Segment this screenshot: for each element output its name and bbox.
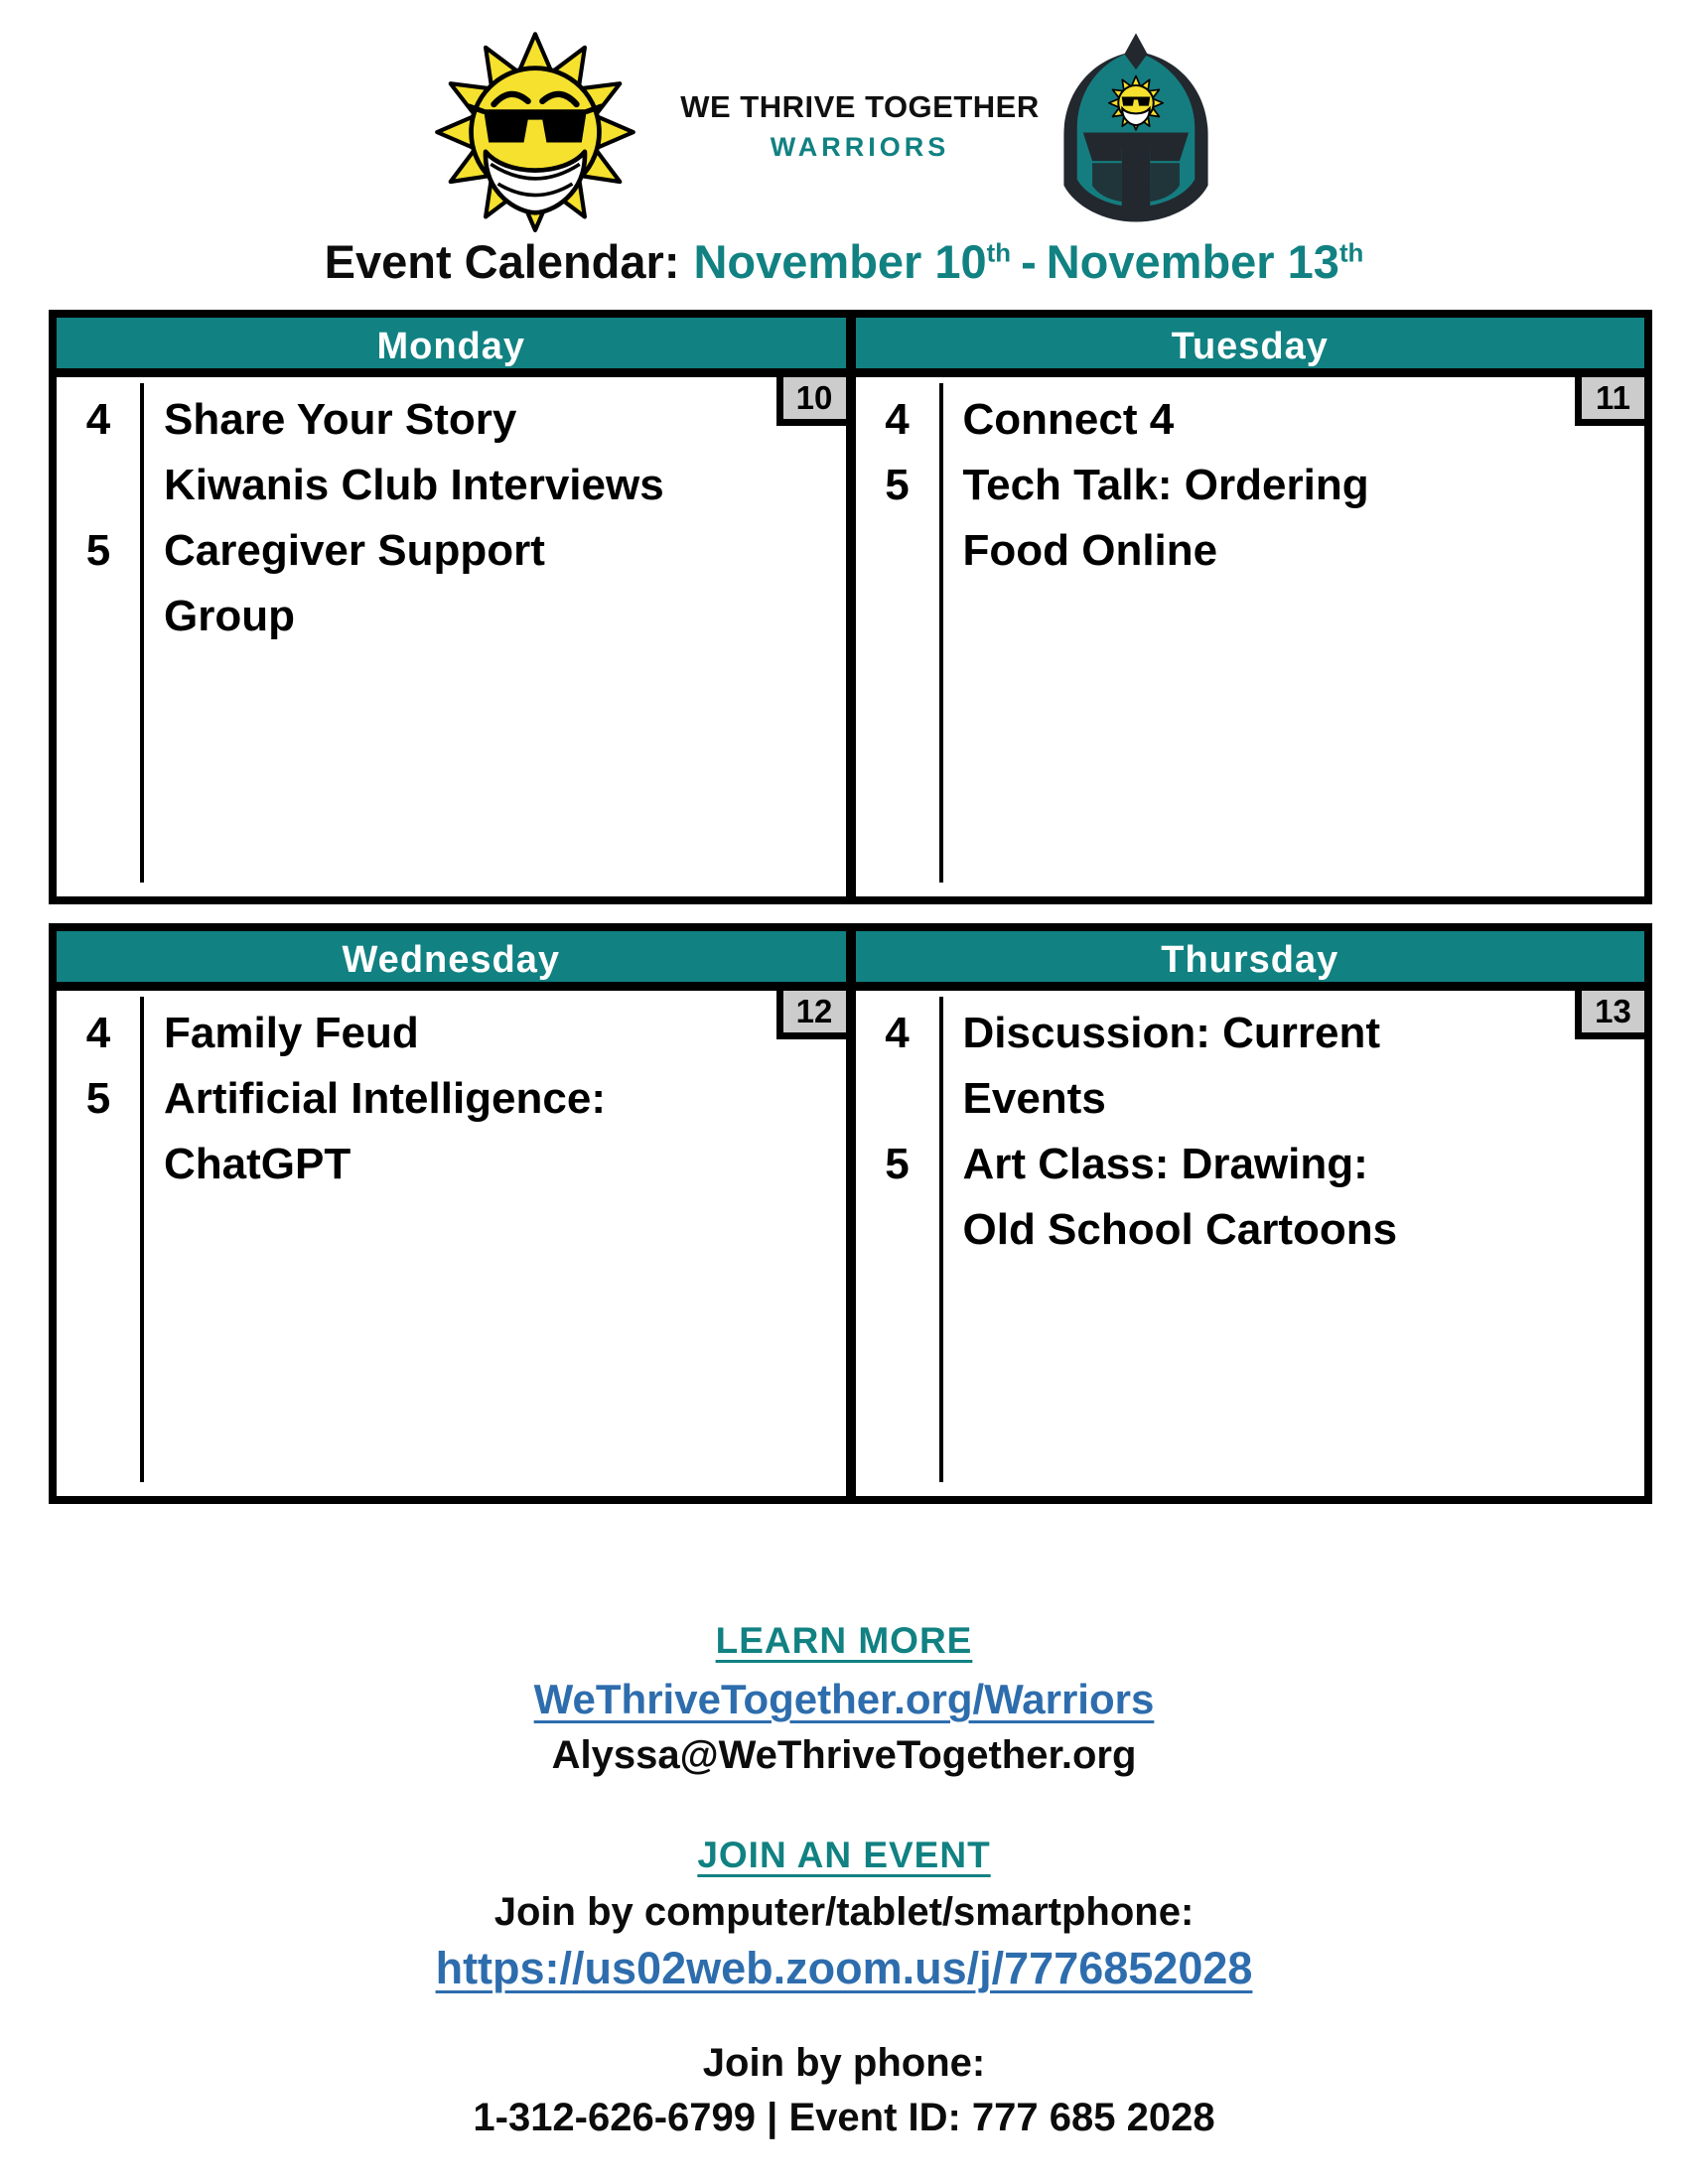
day-body-monday <box>57 377 846 896</box>
day-cell-wednesday <box>57 931 846 1496</box>
time-divider-rule <box>140 997 144 1482</box>
event-text-line: Food Online <box>962 526 1218 575</box>
contact-email: Alyssa@WeThriveTogether.org <box>551 1733 1137 1777</box>
event-row <box>57 518 846 649</box>
join-event-section <box>0 1835 1688 1994</box>
event-row <box>856 1132 1645 1263</box>
events-list <box>57 377 846 649</box>
join-by-phone-label: Join by phone: <box>702 2041 986 2085</box>
event-row <box>856 453 1645 584</box>
event-text-line: Events <box>962 1074 1106 1123</box>
event-text-line: Group <box>164 592 295 640</box>
event-time: 4 <box>885 1009 910 1057</box>
event-title <box>963 453 1369 584</box>
calendar-row <box>49 310 1652 904</box>
events-list <box>57 991 846 1197</box>
day-header-monday: Monday <box>57 318 846 377</box>
date-badge: 11 <box>1575 377 1644 426</box>
calendar-row <box>49 923 1652 1504</box>
zoom-meeting-link[interactable]: https://us02web.zoom.us/j/7776852028 <box>435 1943 1253 1993</box>
day-body-wednesday <box>57 991 846 1496</box>
event-text-line: Caregiver Support <box>164 526 545 575</box>
day-header-tuesday: Tuesday <box>856 318 1645 377</box>
events-list <box>856 991 1645 1263</box>
learn-more-heading: LEARN MORE <box>715 1620 973 1661</box>
page-title <box>0 234 1688 289</box>
event-row <box>856 387 1645 453</box>
phone-and-event-id: 1-312-626-6799 | Event ID: 777 685 2028 <box>473 2096 1215 2139</box>
event-title <box>164 1001 419 1066</box>
event-text-line: ChatGPT <box>164 1140 352 1188</box>
time-divider-rule <box>140 383 144 883</box>
event-time: 4 <box>85 395 111 444</box>
date-badge: 13 <box>1575 991 1644 1039</box>
event-title <box>963 1001 1381 1132</box>
warriors-page-link[interactable]: WeThriveTogether.org/Warriors <box>533 1676 1155 1722</box>
event-text-line: Old School Cartoons <box>962 1205 1398 1254</box>
event-title <box>963 387 1175 453</box>
day-header-wednesday: Wednesday <box>57 931 846 991</box>
event-text-line: Artificial Intelligence: <box>164 1074 606 1123</box>
event-time: 5 <box>885 1140 910 1188</box>
day-cell-thursday <box>856 931 1645 1496</box>
day-cell-monday <box>57 318 846 896</box>
day-cell-tuesday <box>856 318 1645 896</box>
time-divider-rule <box>939 383 943 883</box>
event-text-line: Art Class: Drawing: <box>962 1140 1368 1188</box>
brand-text <box>643 89 1076 163</box>
sun-logo-icon <box>422 26 648 232</box>
join-event-heading: JOIN AN EVENT <box>697 1835 991 1875</box>
brand-subname: WARRIORS <box>770 132 950 162</box>
event-time: 5 <box>85 526 111 575</box>
brand-name: WE THRIVE TOGETHER <box>680 89 1040 124</box>
event-time: 5 <box>885 461 910 509</box>
day-header-thursday: Thursday <box>856 931 1645 991</box>
event-row <box>57 1066 846 1197</box>
event-time: 4 <box>885 395 910 444</box>
join-phone-section <box>0 2041 1688 2140</box>
events-list <box>856 377 1645 584</box>
day-body-tuesday <box>856 377 1645 896</box>
event-time: 5 <box>85 1074 111 1123</box>
title-prefix: Event Calendar: <box>324 235 680 288</box>
date-badge: 12 <box>776 991 846 1039</box>
day-body-thursday <box>856 991 1645 1496</box>
event-title <box>164 518 545 649</box>
event-text-line: Connect 4 <box>962 395 1175 444</box>
event-row <box>856 1001 1645 1132</box>
title-date-range: November 10th - November 13th <box>693 235 1364 288</box>
time-divider-rule <box>939 997 943 1482</box>
event-title <box>164 1066 606 1197</box>
event-row <box>57 1001 846 1066</box>
join-by-computer-label: Join by computer/tablet/smartphone: <box>493 1890 1195 1934</box>
event-row <box>57 387 846 518</box>
event-title <box>164 387 664 518</box>
event-text-line: Discussion: Current <box>962 1009 1381 1057</box>
event-calendar-grid <box>49 310 1652 1523</box>
event-text-line: Kiwanis Club Interviews <box>164 461 664 509</box>
event-text-line: Family Feud <box>164 1009 419 1057</box>
learn-more-section <box>0 1620 1688 1778</box>
event-time: 4 <box>85 1009 111 1057</box>
event-text-line: Tech Talk: Ordering <box>962 461 1369 509</box>
event-text-line: Share Your Story <box>164 395 517 444</box>
date-badge: 10 <box>776 377 846 426</box>
warrior-helmet-icon <box>1045 30 1227 230</box>
event-title <box>963 1132 1398 1263</box>
